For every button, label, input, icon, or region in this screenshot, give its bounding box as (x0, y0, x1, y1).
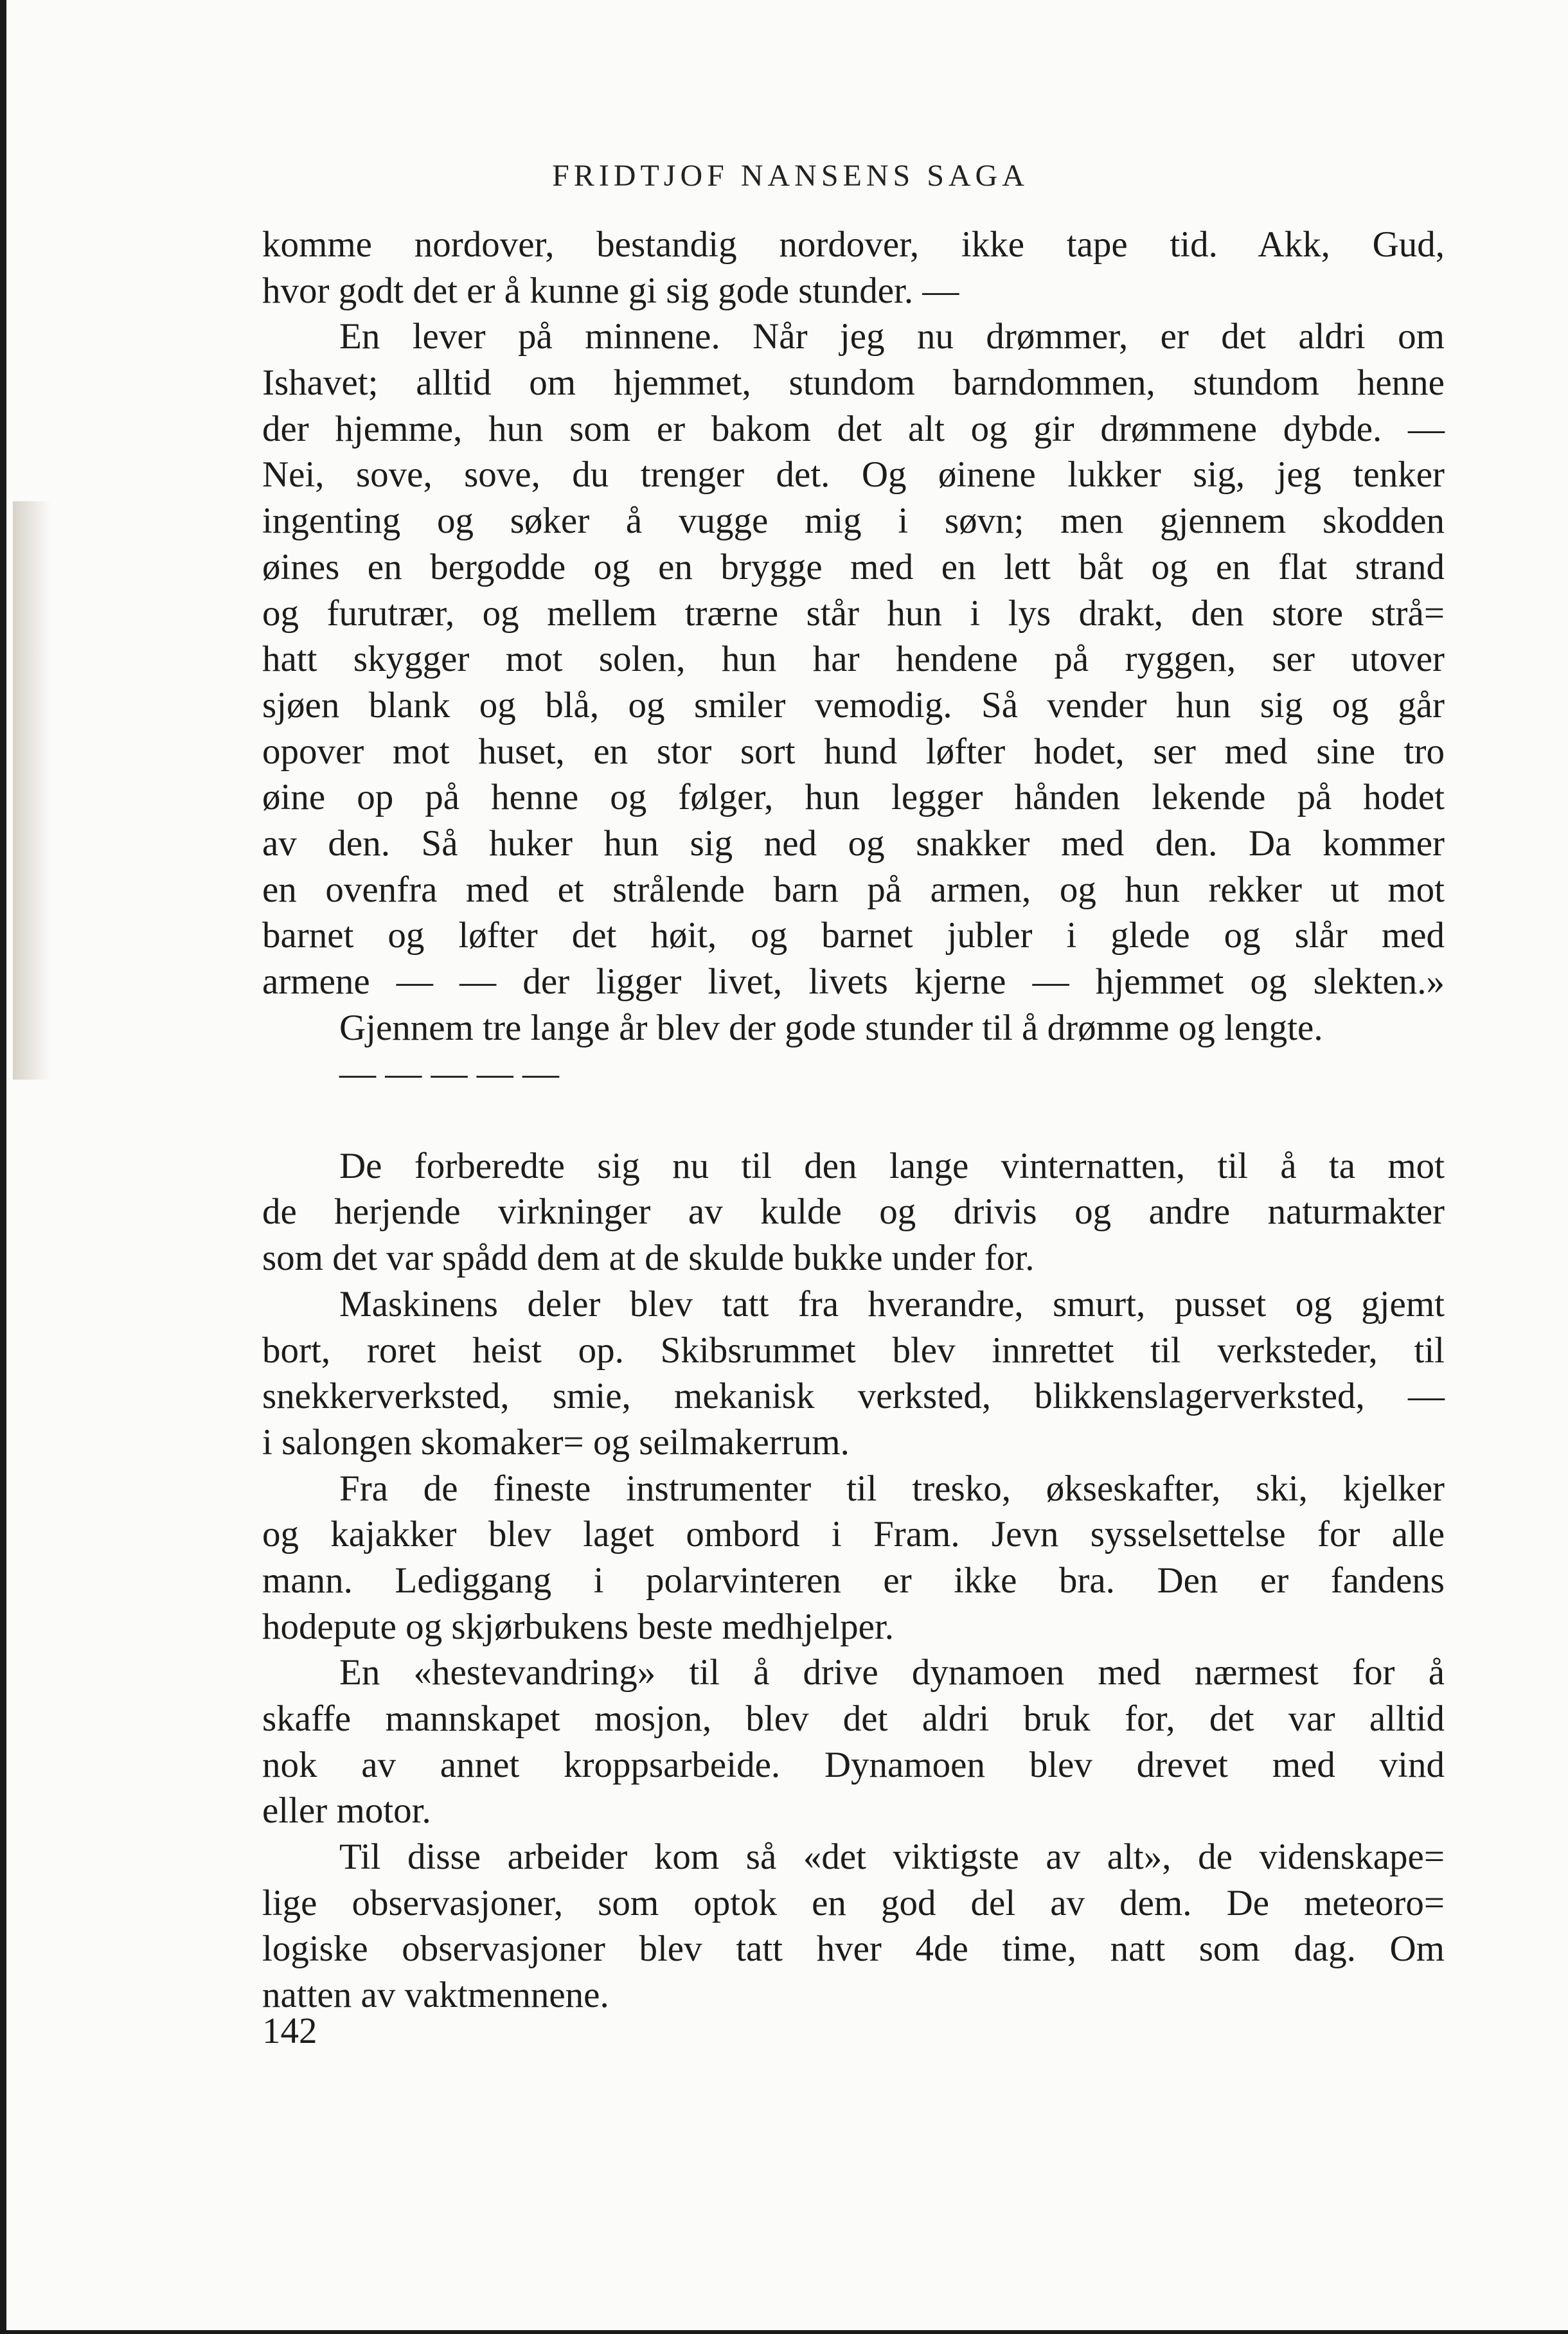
blank-line (262, 1097, 1445, 1143)
text-line: Gjennem tre lange år blev der gode stunder til å drømme og lengte. (339, 1007, 1323, 1048)
text-line: barnet og løfter det høit, og barnet jubler i glede og slår med (262, 915, 1445, 956)
text-line: som det var spådd dem at de skulde bukke under for. (262, 1238, 1035, 1279)
text-line: mann. Lediggang i polarvinteren er ikke bra. Den er fandens (262, 1560, 1445, 1601)
text-line: Ishavet; alltid om hjemmet, stundom barndommen, stundom henne (262, 362, 1445, 404)
page-edge-stain (13, 501, 51, 1080)
text-line: og furutrær, og mellem trærne står hun i lys drakt, den store strå= (262, 592, 1445, 634)
text-line: sjøen blank og blå, og smiler vemodig. Så vender hun sig og går (262, 684, 1445, 726)
text-line: av den. Så huker hun sig ned og snakker med den. Da kommer (262, 823, 1445, 864)
text-line: hodepute og skjørbukens beste medhjelper. (262, 1606, 895, 1647)
text-line: der hjemme, hun som er bakom det alt og gir drømmene dybde. — (262, 408, 1445, 449)
text-line: hvor godt det er å kunne gi sig gode stunder. — (262, 270, 959, 311)
text-line: eller motor. (262, 1790, 431, 1831)
text-line: Til disse arbeider kom så «det viktigste av alt», de videnskape= (339, 1837, 1445, 1878)
text-line: En «hestevandring» til å drive dynamoen med nærmest for å (339, 1652, 1445, 1693)
running-head: FRIDTJOF NANSENS SAGA (552, 159, 1029, 193)
text-line: og kajakker blev laget ombord i Fram. Jevn sysselsettelse for alle (262, 1514, 1445, 1555)
text-line: hatt skygger mot solen, hun har hendene på ryggen, ser utover (262, 639, 1445, 680)
text-line: Nei, sove, sove, du trenger det. Og øinene lukker sig, jeg tenker (262, 454, 1445, 495)
text-line: Fra de fineste instrumenter til tresko, økseskafter, ski, kjelker (339, 1468, 1445, 1509)
text-line: nok av annet kroppsarbeide. Dynamoen blev drevet med vind (262, 1744, 1445, 1785)
text-line: ingenting og søker å vugge mig i søvn; men gjennem skodden (262, 501, 1445, 542)
text-line: Maskinens deler blev tatt fra hverandre, smurt, pusset og gjemt (339, 1283, 1445, 1324)
text-line: natten av vaktmennene. (262, 1975, 609, 2016)
text-line: snekkerverksted, smie, mekanisk verksted, blikkenslagerverksted, — (262, 1376, 1445, 1417)
text-line: bort, roret heist op. Skibsrummet blev innrettet til verksteder, til (262, 1330, 1445, 1371)
text-line: komme nordover, bestandig nordover, ikke tape tid. Akk, Gud, (262, 224, 1445, 265)
text-line: øines en bergodde og en brygge med en lett båt og en flat strand (262, 546, 1445, 587)
section-break-dashes: — — — — — (339, 1053, 559, 1094)
text-line: øine op på henne og følger, hun legger hånden lekende på hodet (262, 777, 1445, 818)
text-line: en ovenfra med et strålende barn på armen, og hun rekker ut mot (262, 869, 1445, 910)
text-line: En lever på minnene. Når jeg nu drømmer, er det aldri om (339, 316, 1445, 357)
text-line: De forberedte sig nu til den lange vinternatten, til å ta mot (339, 1145, 1445, 1186)
body-text (262, 222, 1445, 2018)
text-line: i salongen skomaker= og seilmakerrum. (262, 1421, 850, 1463)
text-line: logiske observasjoner blev tatt hver 4de time, natt som dag. Om (262, 1929, 1445, 1970)
text-line: skaffe mannskapet mosjon, blev det aldri bruk for, det var alltid (262, 1698, 1445, 1739)
text-line: de herjende virkninger av kulde og drivis og andre naturmakter (262, 1191, 1445, 1233)
text-line: lige observasjoner, som optok en god del av dem. De meteoro= (262, 1882, 1445, 1923)
text-line: armene — — der ligger livet, livets kjerne — hjemmet og slekten.» (262, 961, 1445, 1002)
text-line: opover mot huset, en stor sort hund løfter hodet, ser med sine tro (262, 731, 1445, 772)
page-number: 142 (262, 2011, 317, 2051)
